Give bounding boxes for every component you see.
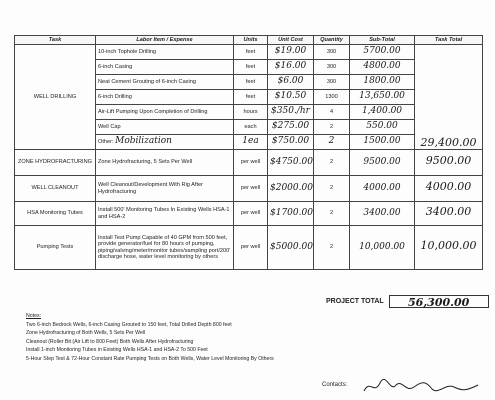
header-sub-total: Sub-Total (350, 36, 415, 45)
sub-total-value: 5700.00 (363, 46, 401, 57)
note-line: 5-Hour Step Test & 72-Hour Constant Rate Pumping Tests on Both Wells, Water Level Monitoring By Others (26, 355, 274, 362)
quantity-cell: 1300 (314, 90, 350, 105)
labor-item: Install 500' Monitoring Tubes In Existing Wells HSA-1 and HSA-2 (96, 202, 234, 226)
table-row (15, 45, 483, 60)
units-cell: feet (234, 45, 268, 60)
header-task-total: Task Total (415, 36, 483, 45)
note-line: Cleanout (Roller Bit (Air Lift to 800 Feet) Both Wells After Hydrofracturing (26, 338, 194, 345)
sub-total-value: 13,650.00 (359, 91, 405, 102)
labor-item: Well Cap (96, 120, 234, 135)
labor-item: 6-inch Drilling (96, 90, 234, 105)
unit-cost-cell (268, 45, 314, 60)
units-cell: feet (234, 75, 268, 90)
sub-total-value: 4000.00 (363, 182, 401, 193)
signature-scribble (362, 377, 482, 397)
quantity-cell: 2 (314, 120, 350, 135)
units-cell: each (234, 120, 268, 135)
task-pumping-tests: Pumping Tests (15, 226, 96, 270)
sub-total-cell (350, 45, 415, 60)
table-row (15, 226, 483, 270)
note-line: Two 6-inch Bedrock Wells, 6-inch Casing Grouted to 150 feet, Total Drilled Depth 800 feet (26, 321, 232, 328)
units-handwritten: 1ea (242, 136, 259, 147)
units-cell: hours (234, 105, 268, 120)
sub-total-value: 3400.00 (363, 207, 401, 218)
labor-item-other (96, 135, 234, 150)
units-cell: feet (234, 60, 268, 75)
project-total-label: PROJECT TOTAL (326, 298, 384, 305)
sub-total-cell (350, 105, 415, 120)
unit-cost-cell (268, 90, 314, 105)
note-line: Install 1-inch Monitoring Tubes in Existing Wells HSA-1 and HSA-2 To 500 Feet (26, 347, 208, 354)
units-cell: per well (234, 176, 268, 202)
task-total-value: 10,000.00 (420, 239, 477, 253)
units-cell: feet (234, 90, 268, 105)
unit-cost-value: $6.00 (277, 76, 304, 87)
labor-item: Zone Hydrofracturing, 5 Sets Per Well (96, 150, 234, 176)
quantity-cell: 2 (314, 202, 350, 226)
quantity-cell: 4 (314, 105, 350, 120)
quantity-cell: 2 (314, 150, 350, 176)
unit-cost-value: $750.00 (271, 136, 310, 147)
unit-cost-value: $350. (271, 106, 297, 117)
task-well-cleanout: WELL CLEANOUT (15, 176, 96, 202)
unit-cost-cell (268, 176, 314, 202)
sub-total-value: 1,400.00 (361, 106, 403, 117)
notes-section (26, 312, 466, 364)
labor-item: Well Cleanout/Development With Rig After Hydrofracturing (96, 176, 234, 202)
units-cell: per well (234, 202, 268, 226)
table-row (15, 176, 483, 202)
quantity-cell: 300 (314, 45, 350, 60)
quantity-cell (314, 135, 350, 150)
other-label: Other: (98, 139, 114, 146)
project-total-box (389, 295, 489, 308)
quantity-cell: 300 (314, 75, 350, 90)
note-line: Zone Hydrofracturing of Both Wells, 5 Sets Per Well (26, 330, 146, 337)
units-cell (234, 135, 268, 150)
unit-cost-cell (268, 75, 314, 90)
header-units: Units (234, 36, 268, 45)
unit-cost-value: $4750.00 (270, 156, 313, 167)
units-cell: per well (234, 226, 268, 270)
task-total-value: 29,400.00 (420, 135, 477, 149)
task-total-value: 4000.00 (425, 180, 472, 194)
project-total (326, 295, 489, 308)
project-total-value: 56,300.00 (408, 296, 470, 309)
table-row (15, 150, 483, 176)
sub-total-value: 4800.00 (363, 61, 401, 72)
other-handwritten: Mobilization (115, 136, 172, 147)
task-total-value: 9500.00 (425, 154, 472, 168)
task-total-cell (415, 45, 483, 150)
sub-total-cell (350, 90, 415, 105)
unit-cost-value: $19.00 (274, 46, 307, 57)
unit-cost-value: $1700.00 (270, 207, 313, 218)
table-row (15, 202, 483, 226)
header-unit-cost: Unit Cost (268, 36, 314, 45)
unit-cost-cell (268, 150, 314, 176)
unit-cost-cell (268, 135, 314, 150)
sub-total-value: 1800.00 (363, 76, 401, 87)
cost-table (14, 35, 483, 270)
table-header-row (15, 36, 483, 45)
unit-cost-suffix: /hr (296, 106, 310, 117)
unit-cost-value: $275.00 (271, 121, 310, 132)
sub-total-cell (350, 150, 415, 176)
unit-cost-cell (268, 226, 314, 270)
task-total-value: 3400.00 (425, 205, 472, 219)
unit-cost-value: $10.50 (274, 91, 307, 102)
sub-total-value: 10,000.00 (359, 241, 405, 252)
task-zone-hydrofracturing: ZONE HYDROFRACTURING (15, 150, 96, 176)
header-labor-item: Labor Item / Expense (96, 36, 234, 45)
sub-total-cell (350, 202, 415, 226)
unit-cost-value: $16.00 (274, 61, 307, 72)
labor-item: 6-inch Casing (96, 60, 234, 75)
labor-item: Air-Lift Pumping Upon Completion of Drilling (96, 105, 234, 120)
unit-cost-cell (268, 120, 314, 135)
task-total-cell (415, 202, 483, 226)
sub-total-value: 9500.00 (363, 156, 401, 167)
sub-total-cell (350, 60, 415, 75)
quantity-cell: 2 (314, 176, 350, 202)
labor-item: Neat Cement Grouting of 6-inch Casing (96, 75, 234, 90)
units-cell: per well (234, 150, 268, 176)
task-hsa-monitoring-tubes: HSA Monitoring Tubes (15, 202, 96, 226)
unit-cost-value: $5000.00 (270, 241, 313, 252)
header-quantity: Quantity (314, 36, 350, 45)
unit-cost-cell (268, 60, 314, 75)
header-task: Task (15, 36, 96, 45)
contacts-label: Contacts: (322, 382, 348, 388)
quantity-cell: 300 (314, 60, 350, 75)
sub-total-cell (350, 135, 415, 150)
task-well-drilling: WELL DRILLING (15, 45, 96, 150)
sub-total-cell (350, 75, 415, 90)
sub-total-cell (350, 176, 415, 202)
sub-total-value: 1500.00 (363, 136, 401, 147)
labor-item: 10-inch Tophole Drilling (96, 45, 234, 60)
task-total-cell (415, 150, 483, 176)
quantity-handwritten: 2 (328, 136, 335, 147)
labor-item: Install Test Pump Capable of 40 GPM from 500 feet, provide generator/fuel for 80 hours of pumping, piping/valving/meter/monitor tubes/sampling port/200' discharge hose, water level monitoring by others (96, 226, 234, 270)
unit-cost-cell (268, 105, 314, 120)
unit-cost-cell (268, 202, 314, 226)
task-total-cell (415, 176, 483, 202)
quantity-cell: 2 (314, 226, 350, 270)
sub-total-cell (350, 120, 415, 135)
notes-header: Notes: (26, 313, 41, 319)
sub-total-value: 550.00 (366, 121, 398, 132)
task-total-cell (415, 226, 483, 270)
sub-total-cell (350, 226, 415, 270)
unit-cost-value: $2000.00 (270, 182, 313, 193)
